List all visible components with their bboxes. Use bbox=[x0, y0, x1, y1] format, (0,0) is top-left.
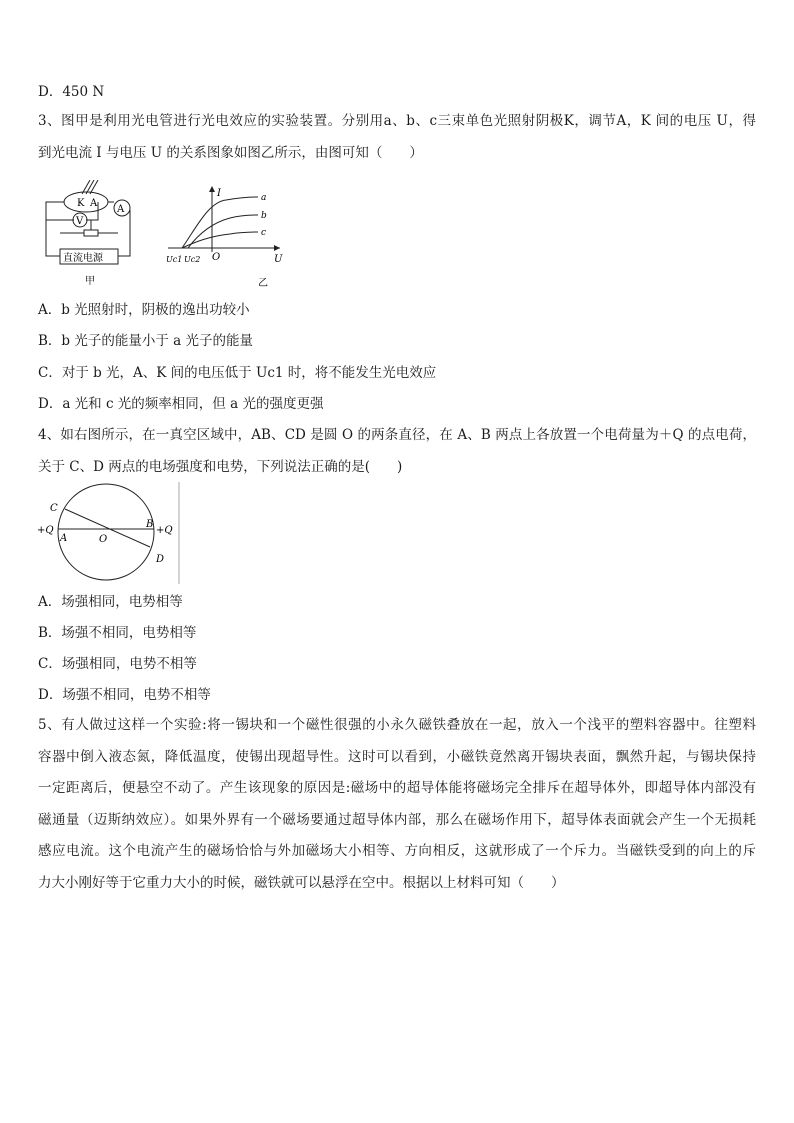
curve-c-label: c bbox=[261, 228, 267, 238]
q3-stem-line1: 3、图甲是利用光电管进行光电效应的实验装置。分别用a、b、c三束单色光照射阴极K，调节A，K 间的电压 U，得 bbox=[38, 113, 756, 129]
tick-Uc1: Uc1 bbox=[166, 255, 183, 264]
q5-stem bbox=[38, 710, 756, 899]
curve-b bbox=[188, 215, 258, 248]
circle-O bbox=[58, 484, 154, 580]
voltmeter-label: V bbox=[76, 216, 84, 227]
q3-option-a: A．b 光照射时，阴极的逸出功较小 bbox=[38, 302, 250, 318]
label-K: K bbox=[77, 198, 85, 209]
q4-option-c: C．场强相同，电势不相等 bbox=[38, 656, 197, 672]
right-charge-label: +Q bbox=[156, 525, 173, 536]
q3-figure-jia bbox=[38, 180, 138, 290]
q5-line2: 容器中倒入液态氮，降低温度，使锡出现超导性。这时可以看到，小磁铁竟然离开锡块表面，飘然升起，与锡块保持 bbox=[38, 748, 756, 765]
diameter-CD bbox=[65, 509, 150, 547]
q4-stem-line1: 4、如右图所示，在一真空区域中，AB、CD 是圆 O 的两条直径，在 A、B 两点上各放置一个电荷量为＋Q 的点电荷， bbox=[38, 427, 756, 443]
q3-option-c: C．对于 b 光，A、K 间的电压低于 Uc1 时，将不能发生光电效应 bbox=[38, 365, 437, 381]
q3-figure-yi bbox=[160, 182, 285, 292]
q4-option-d: D．场强不相同，电势不相等 bbox=[38, 687, 211, 703]
q5-line5: 感应电流。这个电流产生的磁场恰恰与外加磁场大小相等、方向相反，这就形成了一个斥力。当磁铁受到的向上的斥 bbox=[38, 843, 756, 859]
origin-label: O bbox=[212, 252, 221, 263]
q4-option-b: B．场强不相同，电势相等 bbox=[38, 625, 197, 641]
axis-U-label: U bbox=[274, 254, 283, 265]
q3-stem-line2: 到光电流 I 与电压 U 的关系图象如图乙所示，由图可知（ ） bbox=[38, 144, 423, 161]
tick-Uc2: Uc2 bbox=[184, 255, 201, 264]
q5-line1: 5、有人做过这样一个实验:将一锡块和一个磁性很强的小永久磁铁叠放在一起，放入一个浅平的塑料容器中。往塑料 bbox=[38, 717, 756, 733]
axis-I-label: I bbox=[217, 188, 221, 199]
label-O: O bbox=[99, 534, 108, 545]
label-B: B bbox=[146, 519, 154, 530]
q2-option-d: D．450 N bbox=[38, 84, 105, 100]
curve-a bbox=[182, 197, 258, 248]
label-D: D bbox=[156, 554, 165, 565]
q3-stem bbox=[38, 106, 756, 169]
caption-yi: 乙 bbox=[258, 278, 268, 289]
label-A: A bbox=[60, 533, 68, 544]
ammeter-label: A bbox=[117, 204, 125, 215]
left-charge-label: +Q bbox=[37, 525, 54, 536]
curve-b-label: b bbox=[261, 211, 267, 221]
q4-option-a: A．场强相同，电势相等 bbox=[38, 594, 183, 610]
q3-option-d: D．a 光和 c 光的频率相同，但 a 光的强度更强 bbox=[38, 396, 324, 412]
phototube bbox=[64, 192, 108, 212]
q5-line4: 磁通量（迈斯纳效应）。如果外界有一个磁场要通过超导体内部，那么在磁场作用下，超导体表面就会产生一个无损耗 bbox=[38, 811, 756, 828]
label-A: A bbox=[90, 198, 98, 209]
q4-figure bbox=[36, 480, 186, 590]
q3-option-b: B．b 光子的能量小于 a 光子的能量 bbox=[38, 333, 253, 349]
q4-stem bbox=[38, 420, 756, 483]
supply-label: 直流电源 bbox=[63, 253, 103, 264]
rheostat bbox=[84, 230, 98, 236]
q5-line3: 一定距离后，便悬空不动了。产生该现象的原因是:磁场中的超导体能将磁场完全排斥在超导体外，即超导体内部没有 bbox=[38, 780, 756, 796]
curve-a-label: a bbox=[261, 193, 267, 203]
q5-line6: 力大小刚好等于它重力大小的时候，磁铁就可以悬浮在空中。根据以上材料可知（ ） bbox=[38, 874, 565, 891]
caption-jia: 甲 bbox=[85, 276, 95, 287]
curve-c bbox=[182, 232, 258, 248]
label-C: C bbox=[50, 503, 58, 514]
q4-stem-line2: 关于 C、D 两点的电场强度和电势，下列说法正确的是( ) bbox=[38, 458, 403, 475]
